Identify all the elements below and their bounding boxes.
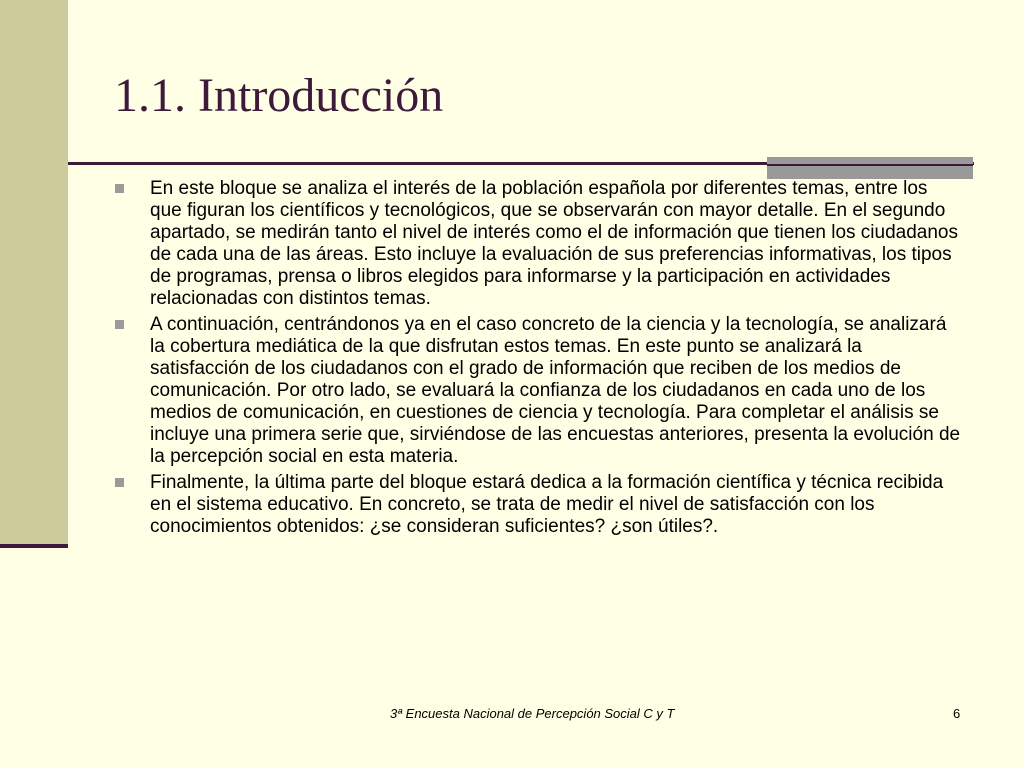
left-decorative-band [0,0,68,545]
bullet-item [113,178,963,310]
left-band-rule [0,544,68,548]
bullet-text: Finalmente, la última parte del bloque estará dedica a la formación científica y técnica recibida en el sistema educativo. En concreto, se trata de medir el nivel de satisfacción con los conocimientos obtenidos: ¿se consideran suficientes? ¿son útiles?. [150,472,944,537]
bullet-text: A continuación, centrándonos ya en el caso concreto de la ciencia y la tecnología, se analizará la cobertura mediática de la que disfrutan estos temas. En este punto se analizará la satisfacción de los ciudadanos con el grado de información que reciben de los medios de comunicación. Por otro lado, se evaluará la confianza de los ciudadanos en cada uno de los medios de comunicación, en cuestiones de ciencia y tecnología. Para completar el análisis se incluye una primera serie que, sirviéndose de las encuestas anteriores, presenta la evolución de la percepción social en esta materia. [150,314,961,467]
bullet-item [113,314,963,468]
square-bullet-icon [115,320,124,329]
bullet-item [113,472,963,538]
square-bullet-icon [115,478,124,487]
accent-block [767,157,973,179]
accent-line [767,164,973,166]
slide-title: 1.1. Introducción [114,69,444,122]
square-bullet-icon [115,184,124,193]
page-number: 6 [953,706,961,721]
footer-text: 3ª Encuesta Nacional de Percepción Social C y T [390,706,675,721]
bullet-text: En este bloque se analiza el interés de la población española por diferentes temas, entre los que figuran los científicos y tecnológicos, que se observarán con mayor detalle. En el segundo apartado, se medirán tanto el nivel de interés como el de información que tienen los ciudadanos de cada una de las áreas. Esto incluye la evaluación de sus preferencias informativas, los tipos de programas, prensa o libros elegidos para informarse y la participación en actividades relacionadas con distintos temas. [150,178,959,309]
bullet-list [113,178,963,542]
